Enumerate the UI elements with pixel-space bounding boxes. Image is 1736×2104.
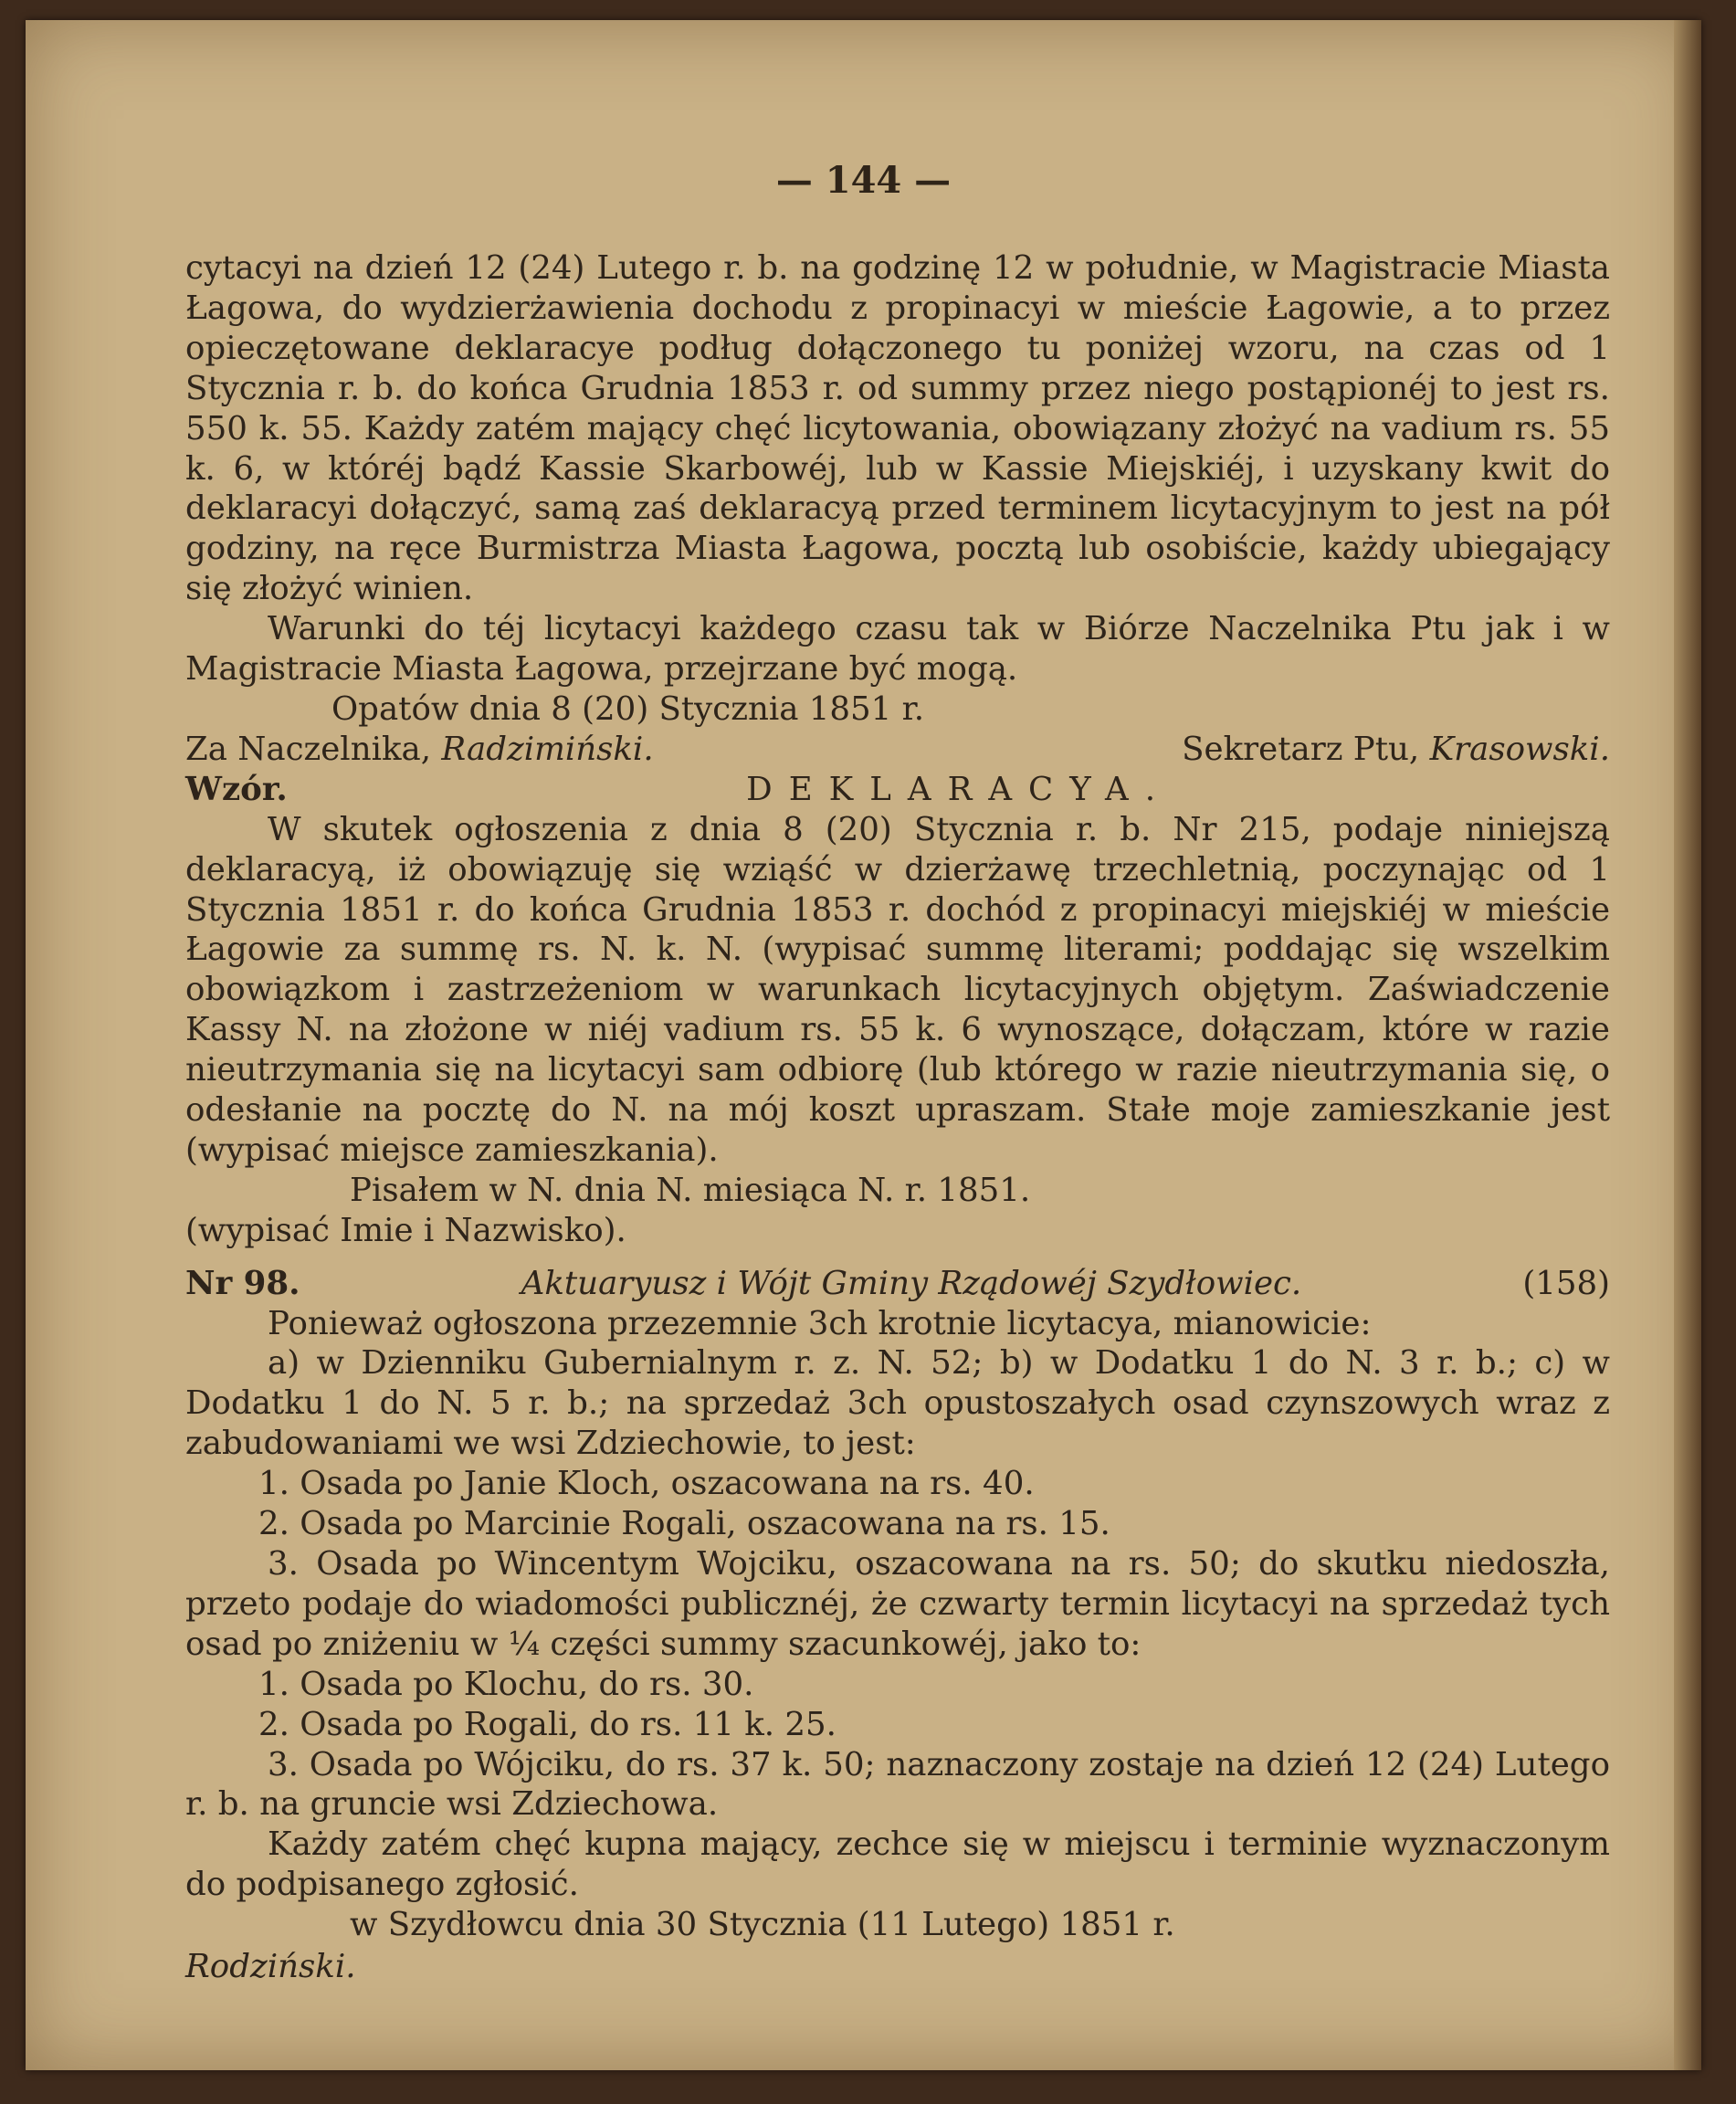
page-number: — 144 — xyxy=(775,159,952,202)
sekretarz-signature: Sekretarz Ptu, Krasowski. xyxy=(1182,730,1610,768)
signature-placeholder: (wypisać Imie i Nazwisko). xyxy=(185,1211,626,1249)
binding-edge xyxy=(1674,20,1701,2070)
nr98-term-date: 3. Osada po Wójciku, do rs. 37 k. 50; naznaczony zostaje na dzień 12 (24) Lutego r. b. na gruncie wsi Zdziechowa. xyxy=(185,1745,1610,1824)
nr98-invitation: Każdy zatém chęć kupna mający, zechce się w miejscu i terminie wyznaczonym do podpisanego zgłosić. xyxy=(185,1825,1610,1904)
conditions-paragraph: Warunki do téj licytacyi każdego czasu tak w Biórze Naczelnika Ptu jak i w Magistracie Miasta Łagowa, przejrzane być mogą. xyxy=(185,610,1610,689)
place-date-line: Opatów dnia 8 (20) Stycznia 1851 r. xyxy=(331,689,925,728)
sekretarz-name: Krasowski. xyxy=(1429,730,1610,768)
nr98-number: Nr 98. xyxy=(185,1264,300,1302)
wzor-row xyxy=(185,770,1610,810)
list-item: 2. Osada po Marcinie Rogali, oszacowana na rs. 15. xyxy=(258,1505,1110,1543)
declaration-paragraph: W skutek ogłoszenia z dnia 8 (20) Stycznia r. b. Nr 215, podaje niniejszą deklaracyą, iż obowiązuję się wziąść w dzierżawę trzechletnią, poczynając od 1 Stycznia 1851 r. do końca Grudnia 1853 r. dochód z propinacyi miejskiéj w mieście Łagowie za summę rs. N. k. N. (wypisać summę literami; poddając się wszelkim obowiązkom i zastrzeżeniom w warunkach licytacyjnych objętym. Zaświadczenie Kassy N. na złożone w niéj vadium rs. 55 k. 6 wynoszące, dołączam, które w razie nieutrzymania się na licytacyi sam odbiorę (lub którego w razie nieutrzymania się, o odesłanie na pocztę do N. na mój koszt upraszam. Stałe moje zamieszkanie jest (wypisać miejsce zamieszkania). xyxy=(185,810,1610,1169)
nr98-header xyxy=(185,1264,1610,1304)
naczelnik-name: Radzimiński. xyxy=(441,730,654,768)
nr98-intro: Ponieważ ogłoszona przezemnie 3ch krotnie licytacya, mianowicie: xyxy=(268,1304,1372,1342)
page-content xyxy=(185,248,1610,1987)
list-item: 1. Osada po Janie Kloch, oszacowana na rs. 40. xyxy=(258,1465,1035,1503)
nr98-title: Aktuaryusz i Wójt Gminy Rządowéj Szydłowiec. xyxy=(521,1264,1302,1302)
naczelnik-signature: Za Naczelnika, Radzimiński. xyxy=(185,730,654,768)
pisalem-line: Pisałem w N. dnia N. miesiąca N. r. 1851. xyxy=(350,1171,1031,1209)
signatures-row xyxy=(185,730,1610,770)
place-date-line: w Szydłowcu dnia 30 Stycznia (11 Lutego) 1851 r. xyxy=(350,1906,1175,1944)
final-signature: Rodziński. xyxy=(185,1948,356,1986)
document-page xyxy=(26,20,1701,2070)
wzor-label: Wzór. xyxy=(185,770,288,808)
deklaracya-title: DEKLARACYA. xyxy=(746,770,1172,808)
list-item: 2. Osada po Rogali, do rs. 11 k. 25. xyxy=(258,1705,836,1743)
nr98-publications: a) w Dzienniku Gubernialnym r. z. N. 52; b) w Dodatku 1 do N. 3 r. b.; c) w Dodatku 1 do N. 5 r. b.; na sprzedaż 3ch opustoszałych osad czynszowych wraz z zabudowaniami we wsi Zdziechowie, to jest: xyxy=(185,1344,1610,1463)
announcement-paragraph: cytacyi na dzień 12 (24) Lutego r. b. na godzinę 12 w południe, w Magistracie Miasta Łagowa, do wydzierżawienia dochodu z propinacyi w mieście Łagowie, a to przez opieczętowane deklaracye podług dołączonego tu poniżej wzoru, na czas od 1 Stycznia r. b. do końca Grudnia 1853 r. od summy przez niego postąpionéj to jest rs. 550 k. 55. Każdy zatém mający chęć licytowania, obowiązany złożyć na vadium rs. 55 k. 6, w któréj bądź Kassie Skarbowéj, lub w Kassie Miejskiéj, i uzyskany kwit do deklaracyi dołączyć, samą zaś deklaracyą przed terminem licytacyjnym to jest na pół godziny, na ręce Burmistrza Miasta Łagowa, pocztą lub osobiście, każdy ubiegający się złożyć winien. xyxy=(185,249,1610,608)
list-item: 1. Osada po Klochu, do rs. 30. xyxy=(258,1665,754,1703)
nr98-code: (158) xyxy=(1522,1264,1610,1302)
nr98-fourth-term: 3. Osada po Wincentym Wojciku, oszacowana na rs. 50; do skutku niedoszła, przeto podaje do wiadomości publicznéj, że czwarty termin licytacyi na sprzedaż tych osad po zniżeniu w ¼ części summy szacunkowéj, jako to: xyxy=(185,1545,1610,1663)
